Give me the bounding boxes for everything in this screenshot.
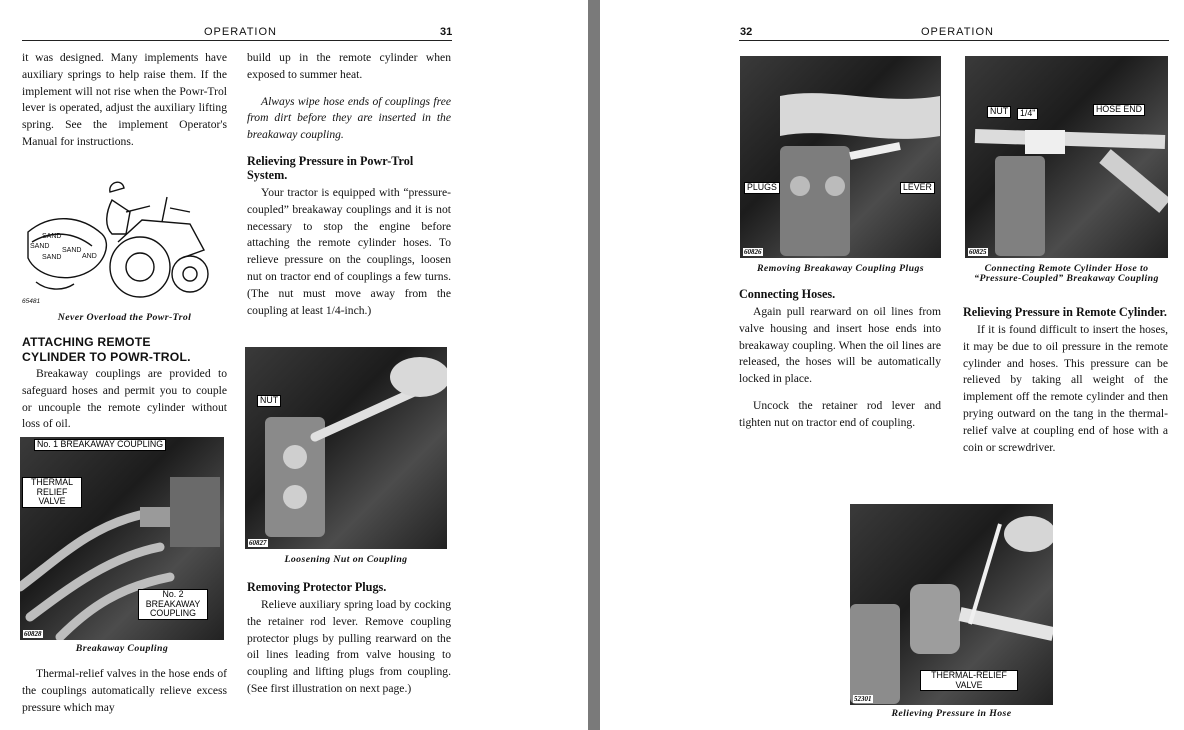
- connecting-heading: Connecting Hoses.: [739, 287, 836, 301]
- label-quarter-inch: 1/4": [1017, 108, 1038, 120]
- connecting-hose-photo: [965, 56, 1168, 258]
- header-rule: [22, 40, 452, 41]
- relieving-powr-paragraph: Your tractor is equipped with “pressure-coupled” breakaway couplings and it is not necessary to stop the engine before attaching the remote cylinder hoses. To relieve pressure on the couplings, loosen nut on tractor end of couplings a few turns. (The nut must move away from the coupling at least 1/4-inch.): [247, 185, 451, 317]
- loosening-nut-photo: [245, 347, 447, 549]
- label-thermal-relief-valve: THERMAL RELIEF VALVE: [22, 477, 82, 508]
- nut-caption: Loosening Nut on Coupling: [284, 554, 408, 565]
- wrench-shapes: [245, 347, 447, 549]
- removing-plugs-photo: [740, 56, 941, 258]
- photo-number: 60828: [24, 630, 42, 638]
- label-thermal-relief-valve: THERMAL-RELIEF VALVE: [920, 670, 1018, 691]
- page-number: 31: [440, 26, 453, 38]
- cartoon-caption: Never Overload the Powr-Trol: [57, 312, 192, 323]
- page-32: [600, 0, 1184, 730]
- sand-label-2: SAND: [30, 243, 50, 250]
- running-header: OPERATION: [204, 26, 277, 38]
- removing-plugs-heading: Removing Protector Plugs.: [247, 580, 387, 594]
- wipe-hose-note: Always wipe hose ends of couplings free from dirt before they are inserted in the breakaway coupling.: [247, 94, 451, 142]
- removing-plugs-paragraph: Relieve auxiliary spring load by cocking the retainer rod lever. Remove coupling protector plugs by pulling rearward on the oil lines leading from valve housing to coupling and lifting plugs from coupling. (See first illustration on next page.): [247, 598, 451, 695]
- left-col1-top: [22, 50, 227, 161]
- sand-label-1: SAND: [42, 233, 62, 240]
- connecting-paragraph-1: Again pull rearward on oil lines from valve housing and insert hose ends into breakaway coupling. When the oil lines are released, the hoses will be automatically locked in place.: [739, 305, 941, 386]
- breakaway-caption: Breakaway Coupling: [75, 643, 169, 654]
- attaching-heading-line1: ATTACHING REMOTE: [22, 335, 151, 349]
- relieving-remote-paragraph: If it is found difficult to insert the hoses, it may be due to oil pressure in the remote cylinder and hoses. This pressure can be relieved by taking all weight of the implement off the remote cylinder and then prying outward on the tang in the thermal-relief valve at coupling end of hose with a coin or screwdriver.: [963, 323, 1168, 454]
- left-col2-bottom: [247, 580, 451, 708]
- hose-caption: Connecting Remote Cylinder Hose to “Pressure-Coupled” Breakaway Coupling: [974, 263, 1159, 284]
- sand-label-3: SAND: [62, 247, 82, 254]
- overload-cartoon: [22, 172, 227, 307]
- valve-caption: Relieving Pressure in Hose: [891, 708, 1012, 719]
- sand-label-4: SAND: [42, 254, 62, 261]
- photo-number: 60827: [249, 539, 267, 547]
- header-rule: [739, 40, 1169, 41]
- running-header: OPERATION: [921, 26, 994, 38]
- plugs-caption: Removing Breakaway Coupling Plugs: [757, 263, 924, 274]
- photo-number: 60826: [744, 248, 762, 256]
- left-col2-top: [247, 50, 451, 329]
- attaching-paragraph: Breakaway couplings are provided to safeguard hoses and permit you to couple or uncouple the remote cylinder without loss of oil.: [22, 367, 227, 431]
- label-plugs: PLUGS: [744, 182, 780, 194]
- label-nut: NUT: [257, 395, 281, 407]
- relieving-remote-heading: Relieving Pressure in Remote Cylinder.: [963, 305, 1167, 319]
- photo-number: 52301: [854, 695, 872, 703]
- hose-end-shapes: [965, 56, 1168, 258]
- page-31: [0, 0, 588, 730]
- plug-shapes: [740, 56, 941, 258]
- label-no1-coupling: No. 1 BREAKAWAY COUPLING: [34, 439, 166, 451]
- cartoon-number: 65481: [22, 298, 41, 305]
- photo-number: 60825: [969, 248, 987, 256]
- label-no2-coupling: No. 2 BREAKAWAY COUPLING: [138, 589, 208, 620]
- sand-label-5: AND: [82, 253, 97, 260]
- relieving-powr-heading: Relieving Pressure in Powr-Trol System.: [247, 153, 414, 182]
- summer-heat-paragraph: build up in the remote cylinder when exposed to summer heat.: [247, 51, 451, 81]
- intro-paragraph: it was designed. Many implements have auxiliary springs to help raise them. If the implement will not rise when the Powr-Trol lever is operated, adjust the auxiliary lifting spring. See the implement Operator's Manual for instructions.: [22, 51, 227, 148]
- relieving-remote-section: [963, 305, 1168, 466]
- thermal-relief-paragraph: Thermal-relief valves in the hose ends of the couplings automatically relieve excess pressure which may: [22, 667, 227, 714]
- breakaway-coupling-photo: [20, 437, 224, 640]
- left-col1-bottom: [22, 666, 227, 726]
- page-number: 32: [740, 26, 753, 38]
- attaching-section: [22, 336, 227, 443]
- label-nut: NUT: [987, 106, 1011, 118]
- relieving-pressure-photo: [850, 504, 1053, 705]
- connecting-section: [739, 287, 941, 442]
- attaching-heading-line2: CYLINDER TO POWR-TROL.: [22, 350, 191, 364]
- label-lever: LEVER: [900, 182, 935, 194]
- connecting-paragraph-2: Uncock the retainer rod lever and tighten nut on tractor end of coupling.: [739, 398, 941, 429]
- label-hose-end: HOSE END: [1093, 104, 1145, 116]
